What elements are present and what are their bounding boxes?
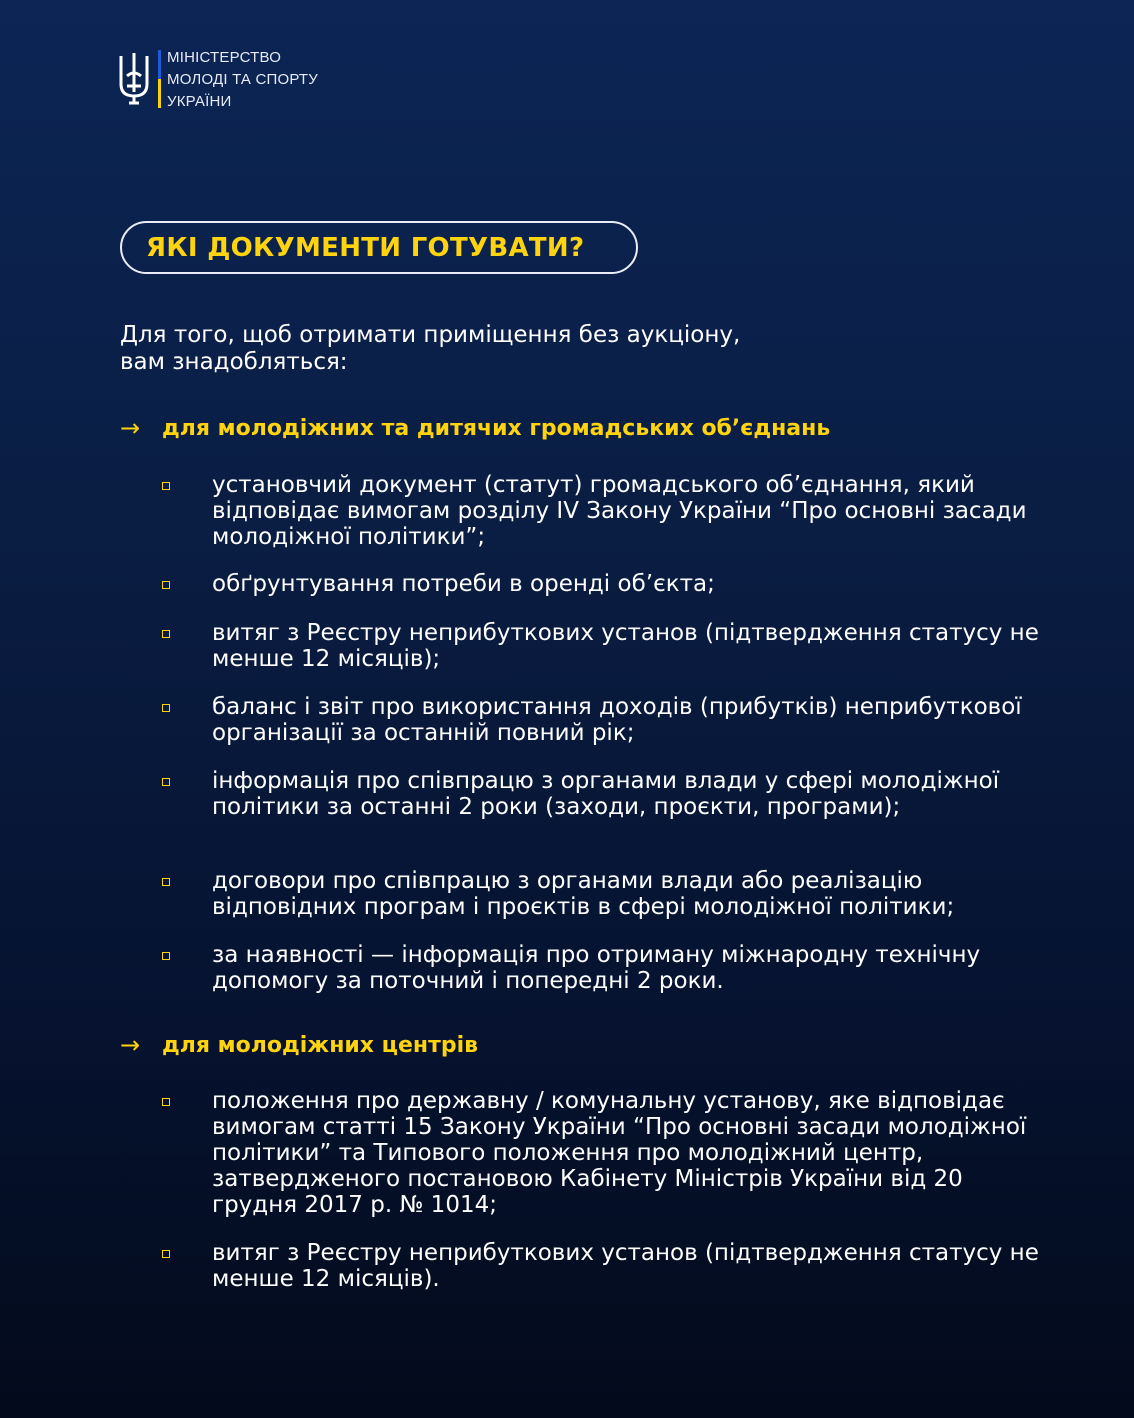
square-bullet-icon (162, 482, 170, 490)
logo-line: УКРАЇНИ (167, 93, 232, 110)
intro-line: Для того, щоб отримати приміщення без аукціону, (120, 322, 741, 348)
list-item-text: положення про державну / комунальну установу, яке відповідає вимогам статті 15 Закону України “Про основні засади молодіжної політики” та Типового положення про молодіжний центр, затвердженого постановою Кабінету Міністрів України від 20 грудня 2017 р. № 1014; (212, 1088, 1027, 1218)
arrow-right-icon: → (120, 414, 141, 442)
list-item (162, 1240, 1042, 1292)
list-item-text: установчий документ (статут) громадського об’єднання, який відповідає вимогам розділу IV Закону України “Про основні засади молодіжної політики”; (212, 472, 1027, 550)
section-heading-youth-orgs (120, 414, 830, 442)
ministry-logo (117, 50, 318, 113)
intro-line: вам знадобляться: (120, 349, 348, 375)
list-item (162, 1088, 1042, 1218)
square-bullet-icon (162, 704, 170, 712)
list-item-text: договори про співпрацю з органами влади або реалізацію відповідних програм і проєктів в сфері молодіжної політики; (212, 868, 955, 920)
list-item-text: витяг з Реєстру неприбуткових установ (підтвердження статусу не менше 12 місяців); (212, 620, 1039, 672)
list-item-text: обґрунтування потреби в оренді об’єкта; (212, 571, 715, 597)
logo-text (167, 47, 318, 113)
list-item-text: інформація про співпрацю з органами влади у сфері молодіжної політики за останні 2 роки (заходи, проєкти, програми); (212, 768, 1000, 820)
list-item (162, 942, 1042, 994)
arrow-right-icon: → (120, 1031, 141, 1059)
list-item (162, 472, 1042, 550)
list-item (162, 694, 1042, 746)
logo-line: МОЛОДІ ТА СПОРТУ (167, 71, 319, 88)
logo-divider (158, 50, 161, 108)
list-item (162, 571, 1042, 597)
intro-text (120, 322, 880, 376)
square-bullet-icon (162, 878, 170, 886)
list-item (162, 868, 1062, 920)
square-bullet-icon (162, 952, 170, 960)
square-bullet-icon (162, 778, 170, 786)
section-heading-text: для молодіжних та дитячих громадських об’єднань (162, 415, 831, 441)
square-bullet-icon (162, 1250, 170, 1258)
page-title: ЯКІ ДОКУМЕНТИ ГОТУВАТИ? (146, 232, 585, 263)
list-item (162, 620, 1042, 672)
logo-line: МІНІСТЕРСТВО (167, 49, 282, 66)
list-item-text: за наявності — інформація про отриману міжнародну технічну допомогу за поточний і попередні 2 роки. (212, 942, 981, 994)
title-pill (120, 221, 638, 274)
list-item (162, 768, 1042, 820)
trident-icon (117, 50, 151, 106)
square-bullet-icon (162, 630, 170, 638)
list-item-text: витяг з Реєстру неприбуткових установ (підтвердження статусу не менше 12 місяців). (212, 1240, 1039, 1292)
section-heading-text: для молодіжних центрів (162, 1032, 479, 1058)
section-heading-youth-centers (120, 1031, 478, 1059)
square-bullet-icon (162, 581, 170, 589)
square-bullet-icon (162, 1098, 170, 1106)
list-item-text: баланс і звіт про використання доходів (прибутків) неприбуткової організації за останній повний рік; (212, 694, 1022, 746)
